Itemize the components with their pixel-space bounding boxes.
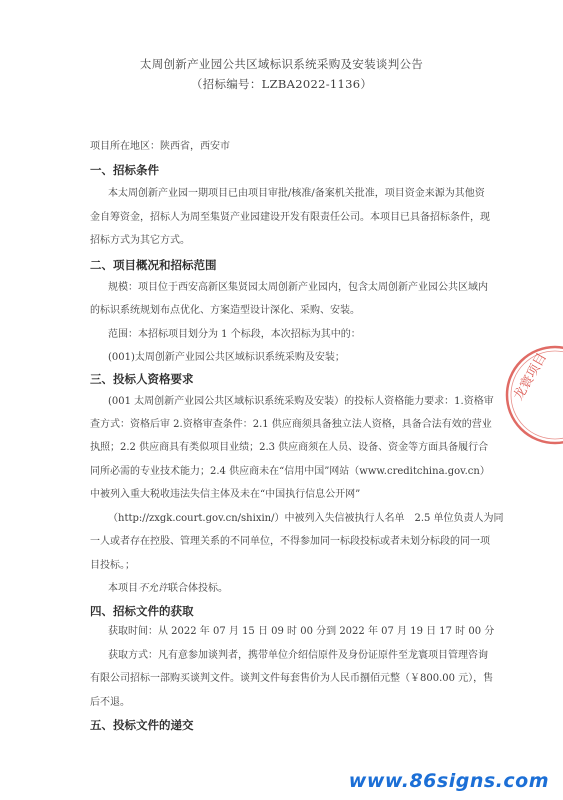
- document-title: 太周创新产业园公共区域标识系统采购及安装谈判公告: [139, 57, 424, 71]
- section-heading-4: 四、招标文件的获取: [90, 604, 194, 618]
- paragraph-line: 同所必需的专业技术能力；2.4 供应商未在“信用中国”网站（www.creditchina.gov.cn）: [90, 466, 490, 477]
- section-heading-5: 五、投标文件的递交: [90, 718, 194, 732]
- svg-text:龙寰项目: 龙寰项目: [511, 350, 551, 404]
- consortium-emphasis: 不允许: [138, 583, 168, 594]
- acquisition-time: 获取时间：从 2022 年 07 月 15 日 09 时 00 分到 2022 年 07 月 19 日 17 时 00 分: [108, 626, 495, 637]
- paragraph-line: 范围：本招标项目划分为 1 个标段，本次招标为其中的：: [108, 329, 361, 340]
- paragraph-line: 金自筹资金，招标人为周至集贤产业园建设开发有限责任公司。本项目已具备招标条件，现: [90, 212, 490, 223]
- project-location: 项目所在地区：陕西省，西安市: [90, 141, 230, 152]
- paragraph-line: 查方式：资格后审 2.资格审查条件：2.1 供应商须具备独立法人资格，具备合法有效的营业: [90, 419, 492, 430]
- section-heading-2: 二、项目概况和招标范围: [90, 258, 217, 272]
- site-watermark: www.86signs.com: [348, 770, 549, 792]
- section-heading-1: 一、招标条件: [90, 163, 159, 177]
- paragraph-line: 执照；2.2 供应商具有类似项目业绩；2.3 供应商须在人员、设备、资金等方面具备履行合: [90, 442, 489, 453]
- tender-number: （招标编号：LZBA2022-1136）: [190, 77, 373, 91]
- section-heading-3: 三、投标人资格要求: [90, 372, 194, 386]
- paragraph-line: 中被列入重大税收违法失信主体及未在“中国执行信息公开网”: [90, 489, 361, 500]
- paragraph-line: 目投标。；: [90, 560, 135, 571]
- paragraph-line: 规模：项目位于西安高新区集贤园太周创新产业园内，包含太周创新产业园公共区域内: [108, 282, 488, 293]
- paragraph-line: 后不退。: [90, 697, 130, 708]
- paragraph-line: (001 太周创新产业园公共区域标识系统采购及安装）的投标人资格能力要求：1.资格审: [108, 396, 494, 407]
- paragraph-line: （http://zxgk.court.gov.cn/shixin/）中被列入失信被执行人名单 2.5 单位负责人为同: [108, 513, 504, 524]
- consortium-prefix: 本项目: [108, 583, 138, 594]
- consortium-suffix: 联合体投标。: [168, 583, 228, 594]
- company-seal-stamp: [500, 340, 563, 450]
- paragraph-line: 有限公司招标一部购买谈判文件。谈判文件每套售价为人民币捌佰元整（￥800.00 元），售: [90, 673, 494, 684]
- paragraph-line: 获取方式：凡有意参加谈判者，携带单位介绍信原件及身份证原件至龙寰项目管理咨询: [108, 650, 488, 661]
- paragraph-line: 招标方式为其它方式。: [90, 235, 190, 246]
- paragraph-line: 一人或者存在控股、管理关系的不同单位，不得参加同一标段投标或者未划分标段的同一项: [90, 536, 490, 547]
- paragraph-line: 的标识系统规划布点优化、方案造型设计深化、采购、安装。: [90, 305, 360, 316]
- paragraph-line: (001)太周创新产业园公共区域标识系统采购及安装；: [108, 352, 345, 363]
- paragraph-line: 本太周创新产业园一期项目已由项目审批/核准/备案机关批准，项目资金来源为其他资: [108, 188, 485, 199]
- consortium-line: [108, 583, 228, 595]
